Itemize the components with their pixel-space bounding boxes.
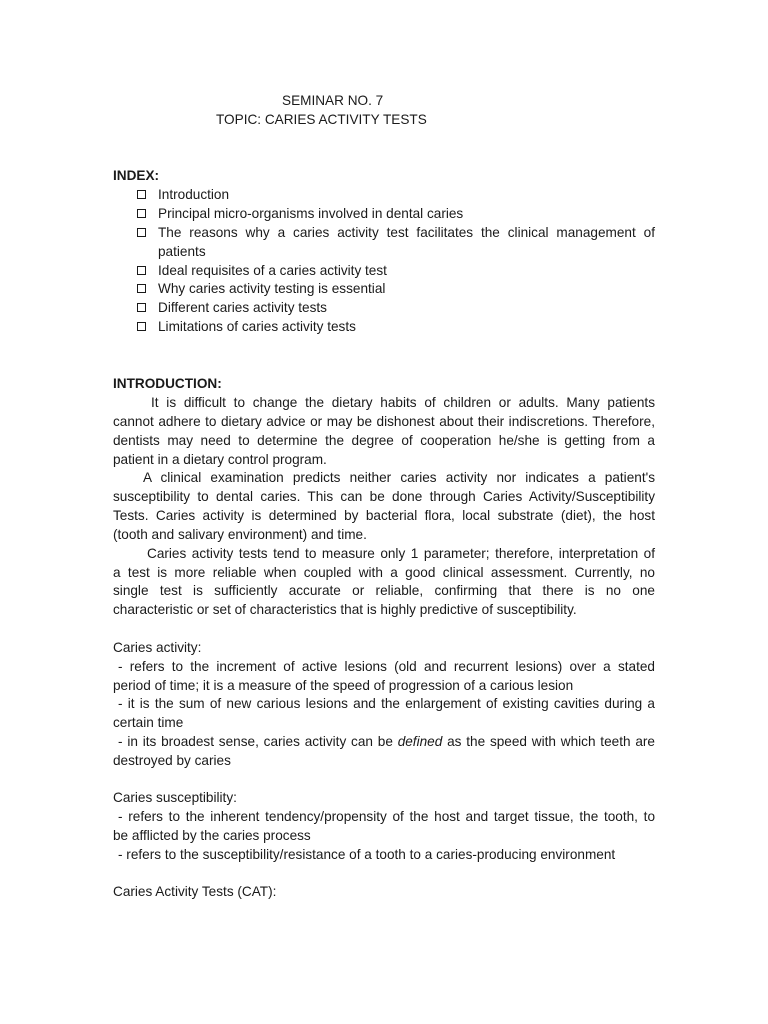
definition-line: - it is the sum of new carious lesions and the enlargement of existing cavities during a — [118, 696, 655, 711]
paragraph-line: Tests. Caries activity is determined by bacterial flora, local substrate (diet), the host — [113, 508, 655, 523]
definition-line: - refers to the increment of active lesions (old and recurrent lesions) over a stated — [118, 659, 655, 674]
paragraph-line: It is difficult to change the dietary habits of children or adults. Many patients — [151, 395, 655, 410]
broad-suffix: as the speed with which teeth are — [442, 734, 655, 749]
index-heading: INDEX: — [113, 168, 160, 183]
topic-title: TOPIC: CARIES ACTIVITY TESTS — [216, 112, 427, 127]
introduction-heading: INTRODUCTION: — [113, 376, 222, 391]
index-item: Principal micro-organisms involved in dental caries — [158, 206, 464, 221]
checkbox-icon — [137, 190, 146, 199]
definition-line: period of time; it is a measure of the speed of progression of a carious lesion — [113, 678, 574, 693]
definition-line: - refers to the inherent tendency/propensity of the host and target tissue, the tooth, to — [118, 809, 655, 824]
italic-term: defined — [397, 734, 443, 749]
paragraph-line: susceptibility to dental caries. This can be done through Caries Activity/Susceptibility — [113, 489, 655, 504]
cat-heading: Caries Activity Tests (CAT): — [113, 884, 277, 899]
index-item: The reasons why a caries activity test facilitates the clinical management of — [158, 225, 655, 240]
checkbox-icon — [137, 209, 146, 218]
paragraph-line: a test is more reliable when coupled with a good clinical assessment. Currently, no — [113, 565, 655, 580]
broad-prefix: - in its broadest sense, caries activity can be — [118, 734, 398, 749]
index-item: Limitations of caries activity tests — [158, 319, 356, 334]
checkbox-icon — [137, 266, 146, 275]
caries-susceptibility-heading: Caries susceptibility: — [113, 790, 237, 805]
caries-activity-heading: Caries activity: — [113, 640, 202, 655]
checkbox-icon — [137, 284, 146, 293]
paragraph-line: A clinical examination predicts neither caries activity nor indicates a patient's — [143, 470, 655, 485]
definition-line-broad — [118, 732, 655, 751]
paragraph-line: single test is sufficiently accurate or reliable, confirming that there is no one — [113, 583, 655, 598]
paragraph-line: cannot adhere to dietary advice or may be dishonest about their indiscretions. Therefore, — [113, 414, 655, 429]
index-item: Introduction — [158, 187, 230, 202]
index-item: Ideal requisites of a caries activity test — [158, 263, 387, 278]
index-item: Why caries activity testing is essential — [158, 281, 386, 296]
definition-line: - refers to the susceptibility/resistance of a tooth to a caries-producing environment — [118, 847, 616, 862]
paragraph-line: (tooth and salivary environment) and time. — [113, 527, 367, 542]
checkbox-icon — [137, 228, 146, 237]
seminar-number: SEMINAR NO. 7 — [282, 93, 384, 108]
checkbox-icon — [137, 303, 146, 312]
definition-line: destroyed by caries — [113, 753, 231, 768]
paragraph-line: dentists may need to determine the degree of cooperation he/she is getting from a — [113, 433, 655, 448]
paragraph-line: characteristic or set of characteristics that is highly predictive of susceptibility. — [113, 602, 577, 617]
definition-line: be afflicted by the caries process — [113, 828, 311, 843]
paragraph-line: Caries activity tests tend to measure only 1 parameter; therefore, interpretation of — [147, 546, 655, 561]
index-item: Different caries activity tests — [158, 300, 327, 315]
index-item-continuation: patients — [158, 244, 206, 259]
definition-line: certain time — [113, 715, 184, 730]
checkbox-icon — [137, 322, 146, 331]
paragraph-line: patient in a dietary control program. — [113, 452, 327, 467]
